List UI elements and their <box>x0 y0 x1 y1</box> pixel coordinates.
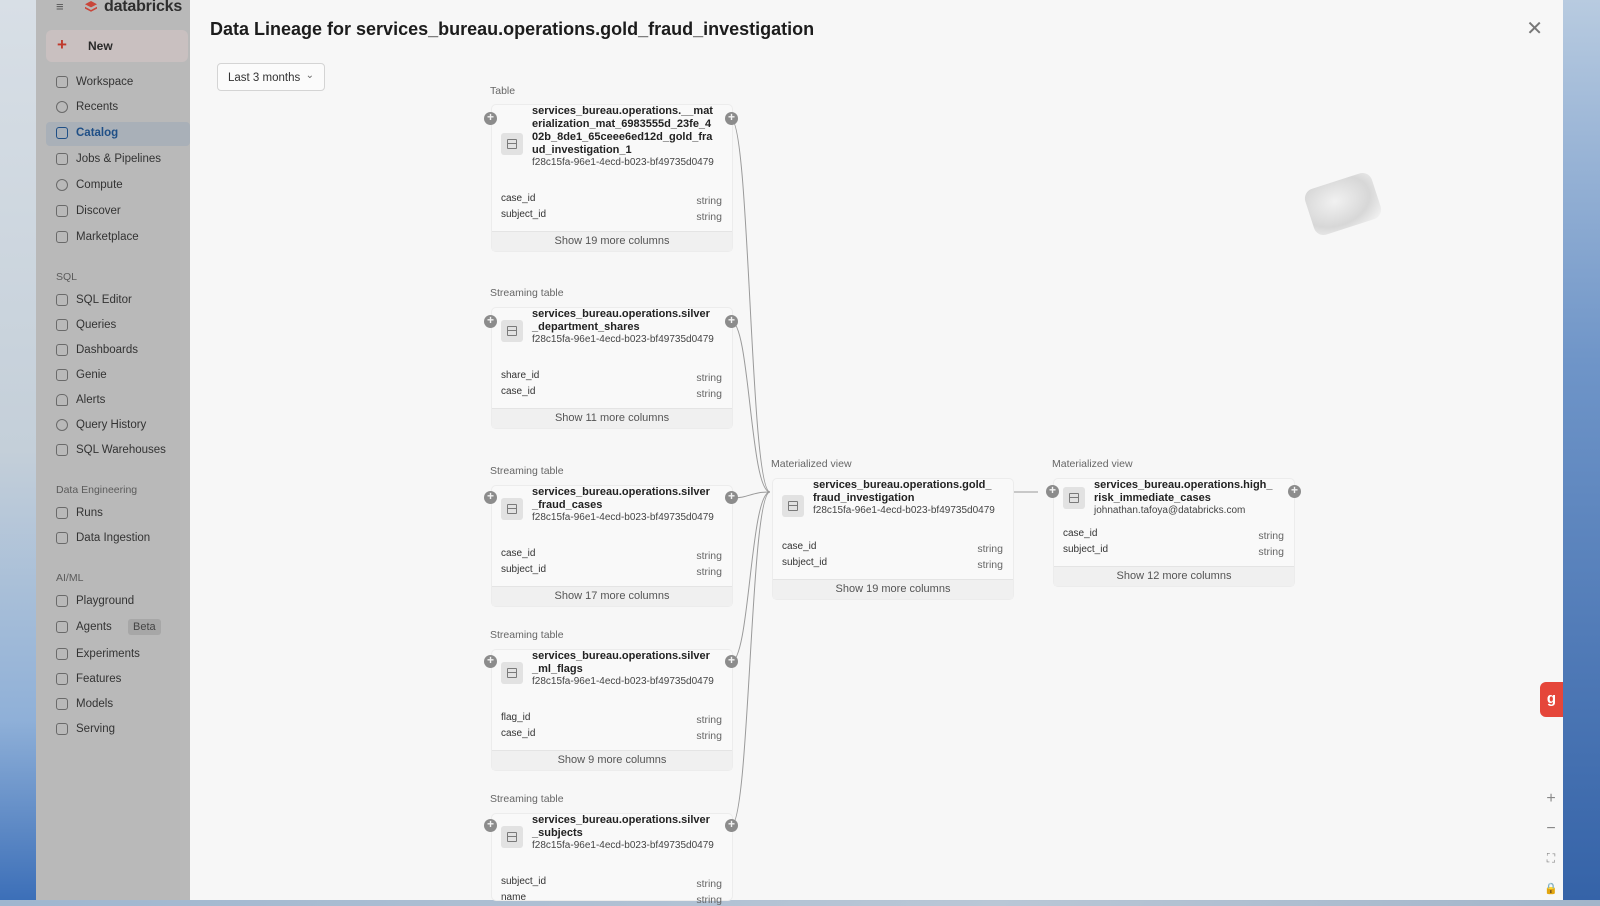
databricks-logo-icon <box>84 0 98 14</box>
features-icon <box>56 673 68 685</box>
grammarly-tab[interactable]: g <box>1540 682 1563 717</box>
column-name: case_id <box>501 193 536 204</box>
node-subtitle: f28c15fa-96e1-4ecd-b023-bf49735d0479 <box>532 334 714 345</box>
node-name: services_bureau.operations.silver_department_shares <box>532 308 710 333</box>
sidebar-item-label: Serving <box>76 723 115 735</box>
sidebar-item-label: Compute <box>76 179 123 191</box>
sidebar-item-runs[interactable] <box>46 502 190 526</box>
serving-icon <box>56 723 68 735</box>
expand-downstream-icon[interactable] <box>725 491 738 504</box>
lineage-node[interactable] <box>492 105 732 251</box>
brand-name: databricks <box>104 0 183 15</box>
show-more-columns-button[interactable]: Show 11 more columns <box>492 408 732 428</box>
sidebar-item-playground[interactable] <box>46 590 190 614</box>
list-icon <box>56 507 68 519</box>
warehouse-icon <box>56 444 68 456</box>
column-name: case_id <box>501 728 536 739</box>
sidebar-item-recents[interactable] <box>46 96 190 120</box>
sidebar-item-label: Recents <box>76 101 119 113</box>
node-type-label: Table <box>490 85 516 97</box>
sidebar-section-sql: SQL <box>56 271 78 283</box>
show-more-columns-button[interactable]: Show 17 more columns <box>492 586 732 606</box>
agent-icon <box>56 621 68 633</box>
expand-downstream-icon[interactable] <box>725 655 738 668</box>
sidebar-item-label: Runs <box>76 507 103 519</box>
sidebar-item-label: SQL Editor <box>76 294 132 306</box>
sidebar-item-marketplace[interactable] <box>46 226 190 250</box>
models-icon <box>56 698 68 710</box>
node-type-label: Streaming table <box>490 287 564 299</box>
show-more-columns-button[interactable]: Show 19 more columns <box>773 579 1013 599</box>
jobs-icon <box>56 153 68 165</box>
expand-upstream-icon[interactable] <box>484 491 497 504</box>
focus-lineage-node[interactable] <box>773 479 1013 599</box>
fit-view-icon[interactable]: ⛶ <box>1546 851 1556 865</box>
sidebar-section-ai-ml: AI/ML <box>56 572 84 584</box>
expand-upstream-icon[interactable] <box>484 655 497 668</box>
column-name: share_id <box>501 370 540 381</box>
sidebar <box>36 0 190 900</box>
column-type: string <box>1258 530 1284 542</box>
history-icon <box>56 419 68 431</box>
sidebar-item-alerts[interactable] <box>46 389 190 413</box>
show-more-columns-button[interactable]: Show 12 more columns <box>1054 566 1294 586</box>
sidebar-item-label: Features <box>76 673 122 685</box>
workspace-icon <box>56 76 68 88</box>
node-type-label: Streaming table <box>490 465 564 477</box>
lineage-node[interactable] <box>492 650 732 770</box>
node-name: services_bureau.operations.gold_fraud_investigation <box>813 479 992 504</box>
expand-upstream-icon[interactable] <box>484 819 497 832</box>
zoom-in-icon[interactable]: + <box>1546 790 1556 807</box>
column-name: case_id <box>501 548 536 559</box>
sidebar-item-label: Dashboards <box>76 344 139 356</box>
column-type: string <box>977 559 1003 571</box>
column-type: string <box>696 388 722 400</box>
node-type-label: Streaming table <box>490 793 564 805</box>
streaming-table-icon <box>501 662 523 684</box>
node-subtitle: f28c15fa-96e1-4ecd-b023-bf49735d0479 <box>813 505 995 516</box>
new-button[interactable] <box>46 30 188 62</box>
sidebar-item-label: Workspace <box>76 76 134 88</box>
sidebar-item-label: Marketplace <box>76 231 139 243</box>
zoom-out-icon[interactable]: − <box>1546 820 1556 837</box>
sidebar-item-label: Alerts <box>76 394 106 406</box>
dashboard-icon <box>56 344 68 356</box>
sidebar-item-models[interactable] <box>46 693 190 717</box>
streaming-table-icon <box>501 320 523 342</box>
column-name: subject_id <box>1063 544 1109 555</box>
node-subtitle: f28c15fa-96e1-4ecd-b023-bf49735d0479 <box>532 512 714 523</box>
column-name: name <box>501 892 527 903</box>
column-type: string <box>696 550 722 562</box>
column-type: string <box>977 543 1003 555</box>
menu-icon[interactable]: ≡ <box>56 0 64 14</box>
expand-upstream-icon[interactable] <box>484 315 497 328</box>
sidebar-item-agents[interactable] <box>46 616 190 640</box>
column-name: flag_id <box>501 712 531 723</box>
node-name: services_bureau.operations.silver_subjects <box>532 814 710 839</box>
time-range-label: Last 3 months <box>228 72 301 84</box>
column-name: case_id <box>1063 528 1098 539</box>
bell-icon <box>56 394 68 406</box>
expand-downstream-icon[interactable] <box>1288 485 1301 498</box>
column-type: string <box>696 730 722 742</box>
sidebar-item-features[interactable] <box>46 668 190 692</box>
column-type: string <box>696 372 722 384</box>
show-more-columns-button[interactable]: Show 19 more columns <box>492 231 732 251</box>
expand-downstream-icon[interactable] <box>725 112 738 125</box>
node-name: services_bureau.operations.silver_ml_flags <box>532 650 710 675</box>
sidebar-item-label: Models <box>76 698 114 710</box>
lock-icon[interactable]: 🔒 <box>1544 883 1558 895</box>
column-name: case_id <box>501 386 536 397</box>
lineage-dialog <box>190 0 1563 906</box>
expand-upstream-icon[interactable] <box>1046 485 1059 498</box>
node-subtitle: f28c15fa-96e1-4ecd-b023-bf49735d0479 <box>532 676 714 687</box>
materialized-view-icon <box>782 495 804 517</box>
sidebar-item-workspace[interactable] <box>46 71 190 95</box>
column-name: subject_id <box>501 876 547 887</box>
sidebar-item-compute[interactable] <box>46 174 190 198</box>
sidebar-item-label: Queries <box>76 319 117 331</box>
column-name: subject_id <box>501 564 547 575</box>
node-subtitle: johnathan.tafoya@databricks.com <box>1094 505 1246 516</box>
sidebar-item-jobs-pipelines[interactable] <box>46 148 190 172</box>
page-title: Data Lineage for services_bureau.operations.gold_fraud_investigation <box>210 19 815 39</box>
expand-downstream-icon[interactable] <box>725 315 738 328</box>
streaming-table-icon <box>501 498 523 520</box>
sidebar-section-data-engineering: Data Engineering <box>56 484 138 496</box>
node-name: services_bureau.operations.__materialization_mat_6983555d_23fe_402b_8de1_65ceee6ed12d_gold_fraud_investigation_1 <box>532 105 713 156</box>
column-type: string <box>696 894 722 906</box>
desktop-background-left <box>0 0 36 900</box>
lineage-node[interactable] <box>492 486 732 606</box>
sidebar-item-discover[interactable] <box>46 200 190 224</box>
sidebar-item-label: Experiments <box>76 648 140 660</box>
sidebar-item-query-history[interactable] <box>46 414 190 438</box>
store-icon <box>56 231 68 243</box>
sidebar-item-label: Data Ingestion <box>76 532 151 544</box>
column-name: subject_id <box>782 557 828 568</box>
column-type: string <box>1258 546 1284 558</box>
sidebar-item-serving[interactable] <box>46 718 190 742</box>
sidebar-item-dashboards[interactable] <box>46 339 190 363</box>
streaming-table-icon <box>501 826 523 848</box>
sidebar-item-label: Query History <box>76 419 147 431</box>
sidebar-item-sql-warehouses[interactable] <box>46 439 190 463</box>
node-name: services_bureau.operations.high_risk_immediate_cases <box>1094 479 1273 504</box>
close-icon[interactable]: ✕ <box>1526 18 1543 40</box>
catalog-icon <box>56 127 68 139</box>
sidebar-item-label: Genie <box>76 369 107 381</box>
sidebar-item-genie[interactable] <box>46 364 190 388</box>
sidebar-item-catalog[interactable] <box>46 122 190 146</box>
expand-upstream-icon[interactable] <box>484 112 497 125</box>
column-type: string <box>696 878 722 890</box>
beta-badge: Beta <box>128 619 161 635</box>
materialized-view-icon <box>1063 487 1085 509</box>
node-type-label: Materialized view <box>1052 458 1133 470</box>
ingestion-icon <box>56 532 68 544</box>
new-button-label: New <box>88 39 113 53</box>
lineage-node[interactable] <box>1054 479 1294 586</box>
node-name: services_bureau.operations.silver_fraud_cases <box>532 486 710 511</box>
column-name: case_id <box>782 541 817 552</box>
table-icon <box>501 133 523 155</box>
sidebar-item-sql-editor[interactable] <box>46 289 190 313</box>
sidebar-item-label: Playground <box>76 595 135 607</box>
column-type: string <box>696 195 722 207</box>
clock-icon <box>56 101 68 113</box>
column-type: string <box>696 566 722 578</box>
node-type-label: Materialized view <box>771 458 852 470</box>
sidebar-item-experiments[interactable] <box>46 643 190 667</box>
genie-icon <box>56 369 68 381</box>
chevron-down-icon: ⌄ <box>305 70 314 81</box>
lineage-node[interactable] <box>492 814 732 906</box>
sidebar-item-label: Jobs & Pipelines <box>76 153 162 165</box>
show-more-columns-button[interactable]: Show 9 more columns <box>492 750 732 770</box>
sidebar-item-label: SQL Warehouses <box>76 444 166 456</box>
lineage-node[interactable] <box>492 308 732 428</box>
node-subtitle: f28c15fa-96e1-4ecd-b023-bf49735d0479 <box>532 840 714 851</box>
sidebar-item-queries[interactable] <box>46 314 190 338</box>
desktop-background-right <box>1563 0 1600 900</box>
sidebar-item-data-ingestion[interactable] <box>46 527 190 551</box>
plus-icon: + <box>57 35 67 54</box>
cloud-icon <box>56 179 68 191</box>
node-type-label: Streaming table <box>490 629 564 641</box>
node-subtitle: f28c15fa-96e1-4ecd-b023-bf49735d0479 <box>532 157 714 168</box>
query-icon <box>56 319 68 331</box>
expand-downstream-icon[interactable] <box>725 819 738 832</box>
column-name: subject_id <box>501 209 547 220</box>
sidebar-item-label: Agents <box>76 621 112 633</box>
sidebar-item-label: Catalog <box>76 127 119 139</box>
column-type: string <box>696 211 722 223</box>
lineage-edges <box>190 0 1563 900</box>
playground-icon <box>56 595 68 607</box>
sql-editor-icon <box>56 294 68 306</box>
column-type: string <box>696 714 722 726</box>
sidebar-item-label: Discover <box>76 205 121 217</box>
flask-icon <box>56 648 68 660</box>
grid-icon <box>56 205 68 217</box>
